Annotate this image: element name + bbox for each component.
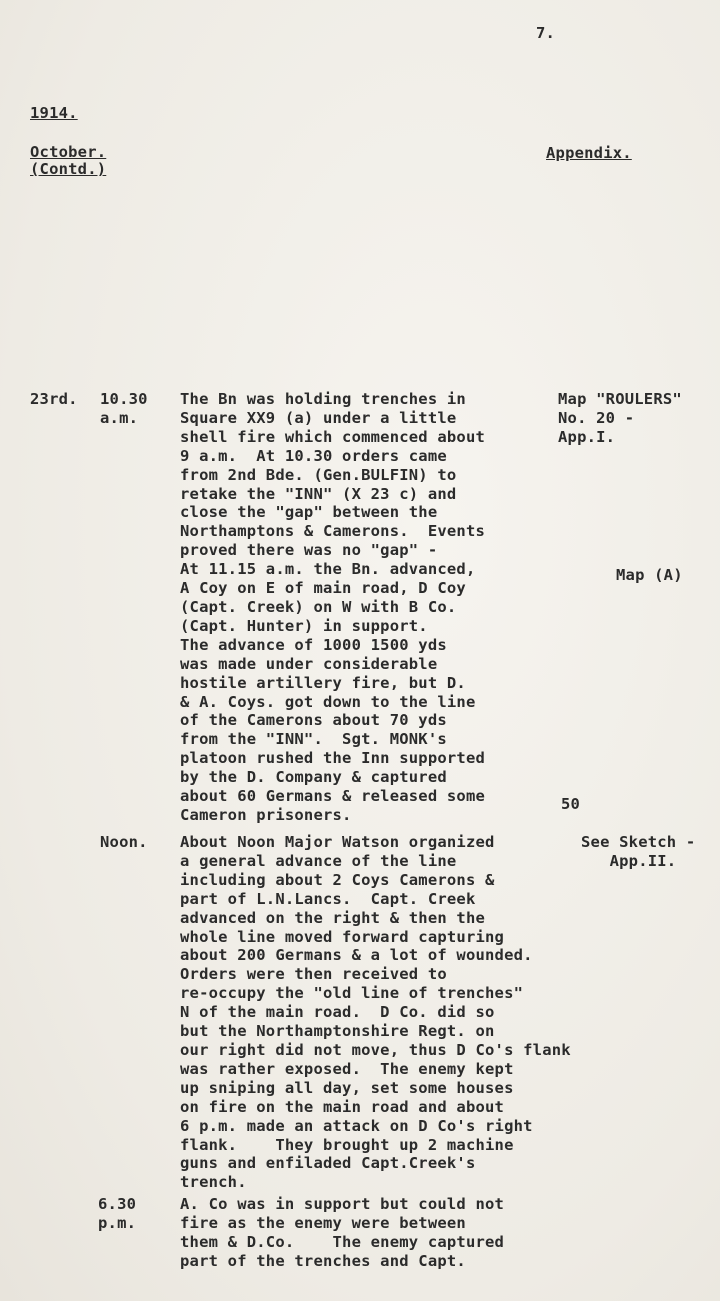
entry-time-2: Noon. xyxy=(100,833,148,851)
entry-text-2: About Noon Major Watson organized a general advance of the line including about 2 Coys Camerons & part of L.N.Lancs. Capt. Creek advanced on the right & then the whole line moved forward capturing about 200 Germans & a lot of wounded. Orders were then received to re-occupy the "old line of trenches" N of the main road. D Co. did so but the Northamptonshire Regt. on our right did not move, thus D Co's flank was rather exposed. The enemy kept up sniping all day, set some houses on fire on the main road and about 6 p.m. made an attack on D Co's right flank. They brought up 2 machine guns and enfiladed Capt.Creek's trench. xyxy=(180,833,571,1192)
entry-time-1: 10.30 a.m. xyxy=(100,390,148,427)
month-heading: October. (Contd.) xyxy=(30,143,107,178)
entry-date: 23rd. xyxy=(30,390,78,408)
appendix-ref-sketch: See Sketch - App.II. xyxy=(581,833,696,870)
appendix-ref-map-roulers: Map "ROULERS" No. 20 - App.I. xyxy=(558,390,682,446)
entry-text-3: A. Co was in support but could not fire as the enemy were between them & D.Co. The enemy captured part of the trenches and Capt. xyxy=(180,1195,505,1270)
appendix-heading: Appendix. xyxy=(546,144,632,162)
year-heading: 1914. xyxy=(30,104,78,122)
page-number: 7. xyxy=(536,24,556,42)
entry-text-50: 50 xyxy=(561,795,581,813)
appendix-ref-map-a: Map (A) xyxy=(616,566,683,584)
entry-text-1: The Bn was holding trenches in Square XX9 (a) under a little shell fire which commenced about 9 a.m. At 10.30 orders came from 2nd Bde. (Gen.BULFIN) to retake the "INN" (X 23 c) and close the "gap" between the Northamptons & Camerons. Events proved there was no "gap" - At 11.15 a.m. the Bn. advanced, A Coy on E of main road, D Coy (Capt. Creek) on W with B Co. (Capt. Hunter) in support. The advance of 1000 1500 yds was made under considerable hostile artillery fire, but D. & A. Coys. got down to the line of the Camerons about 70 yds from the "INN". Sgt. MONK's platoon rushed the Inn supported by the D. Company & captured about 60 Germans & released some Cameron prisoners. xyxy=(180,390,486,824)
entry-time-3: 6.30 p.m. xyxy=(98,1195,137,1232)
